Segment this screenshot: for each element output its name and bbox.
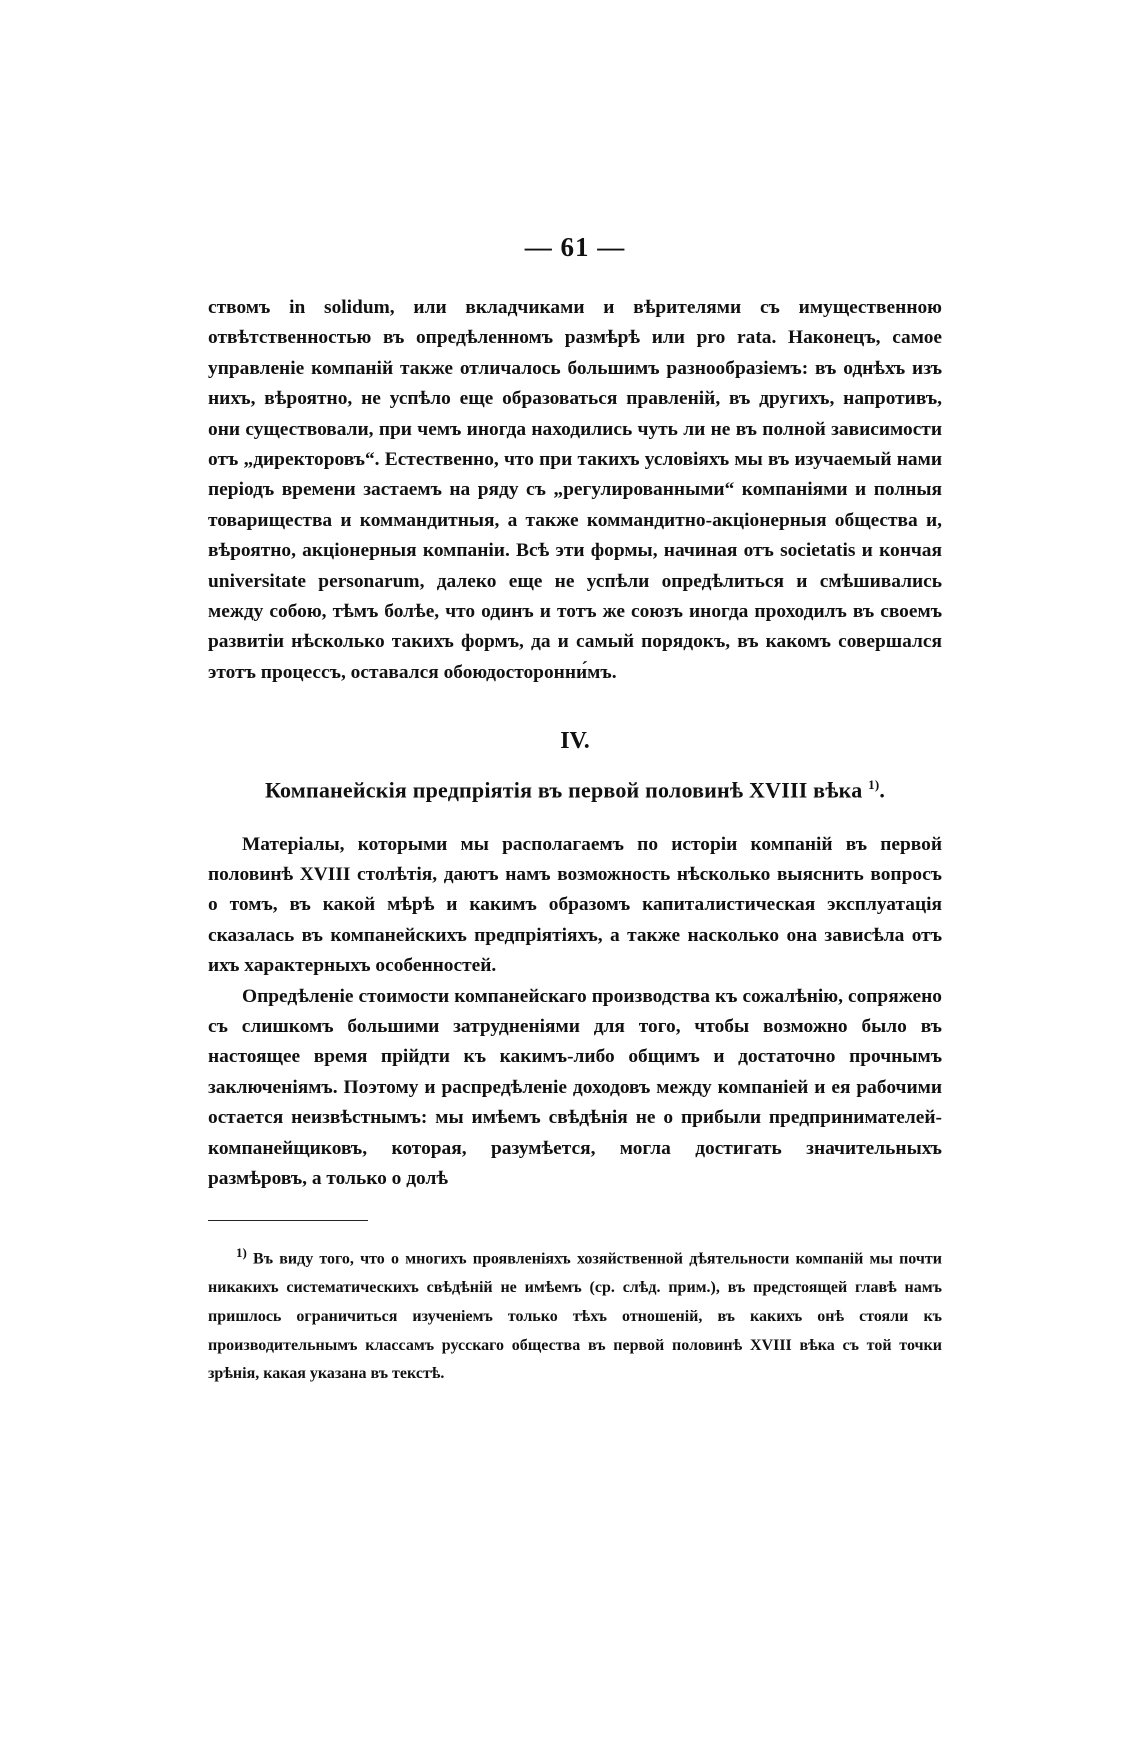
book-page — [208, 232, 942, 1389]
footnote-text: Въ виду того, что о многихъ проявленіяхъ хозяйственной дѣятельности компаній мы почти никакихъ систематическихъ свѣдѣній не имѣемъ (ср. слѣд. прим.), въ предстоящей главѣ намъ пришлось ограничиться изученіемъ только тѣхъ отношеній, въ какихъ онѣ стояли къ производительнымъ классамъ русскаго общества въ первой половинѣ XVIII вѣка съ той точки зрѣнія, какая указана въ текстѣ. — [208, 1250, 942, 1383]
section-numeral: IV. — [560, 728, 590, 755]
section-title: Компанейскія предпріятія въ первой половинѣ XVIII вѣка — [264, 777, 863, 803]
footnote-reference: 1) — [868, 777, 880, 793]
intro-paragraph: ствомъ in solidum, или вкладчиками и вѣрителями съ имущественною отвѣтственностью въ опредѣленномъ размѣрѣ или pro rata. Наконецъ, самое управленіе компаній также отличалось большимъ разнообразіемъ: въ однѣхъ изъ нихъ, вѣроятно, не успѣло еще образоваться правленій, въ другихъ, напротивъ, они существовали, при чемъ иногда находились чуть ли не въ полной зависимости отъ „директоровъ“. Естественно, что при такихъ условіяхъ мы въ изучаемый нами періодъ времени застаемъ на ряду съ „регулированными“ компаніями и полныя товарищества и коммандитныя, а также коммандитно-акціонерныя общества и, вѣроятно, акціонерныя компаніи. Всѣ эти формы, начиная отъ societatis и кончая universitate personarum, далеко еще не успѣли опредѣлиться и смѣшивались между собою, тѣмъ болѣе, что одинъ и тотъ же союзъ иногда проходилъ въ своемъ развитіи нѣсколько такихъ формъ, да и самый порядокъ, въ какомъ совершался этотъ процессъ, оставался обоюдосторонни́мъ. — [208, 297, 942, 683]
heading-period: . — [879, 777, 886, 803]
footnote-marker: 1) — [236, 1245, 247, 1261]
page-number: — 61 — — [524, 232, 626, 262]
footnote-divider — [208, 1220, 368, 1221]
section-heading — [208, 777, 942, 803]
section-paragraph-1: Матеріалы, которыми мы располагаемъ по исторіи компаній въ первой половинѣ XVIII столѣтія, даютъ намъ возможность нѣсколько выяснить вопросъ о томъ, въ какой мѣрѣ и какимъ образомъ капиталистическая эксплуатація сказалась въ компанейскихъ предпріятіяхъ, а также насколько она зависѣла отъ ихъ характерныхъ особенностей. — [208, 833, 942, 977]
footnote — [208, 1239, 942, 1388]
section-paragraph-2: Опредѣленіе стоимости компанейскаго производства къ сожалѣнію, сопряжено съ слишкомъ большими затрудненіями для того, чтобы возможно было въ настоящее время прійдти къ какимъ-либо общимъ и достаточно прочнымъ заключеніямъ. Поэтому и распредѣленіе доходовъ между компаніей и ея рабочими остается неизвѣстнымъ: мы имѣемъ свѣдѣнія не о прибыли предпринимателей-компанейщиковъ, которая, разумѣется, могла достигать значительныхъ размѣровъ, а только о долѣ — [208, 985, 942, 1190]
